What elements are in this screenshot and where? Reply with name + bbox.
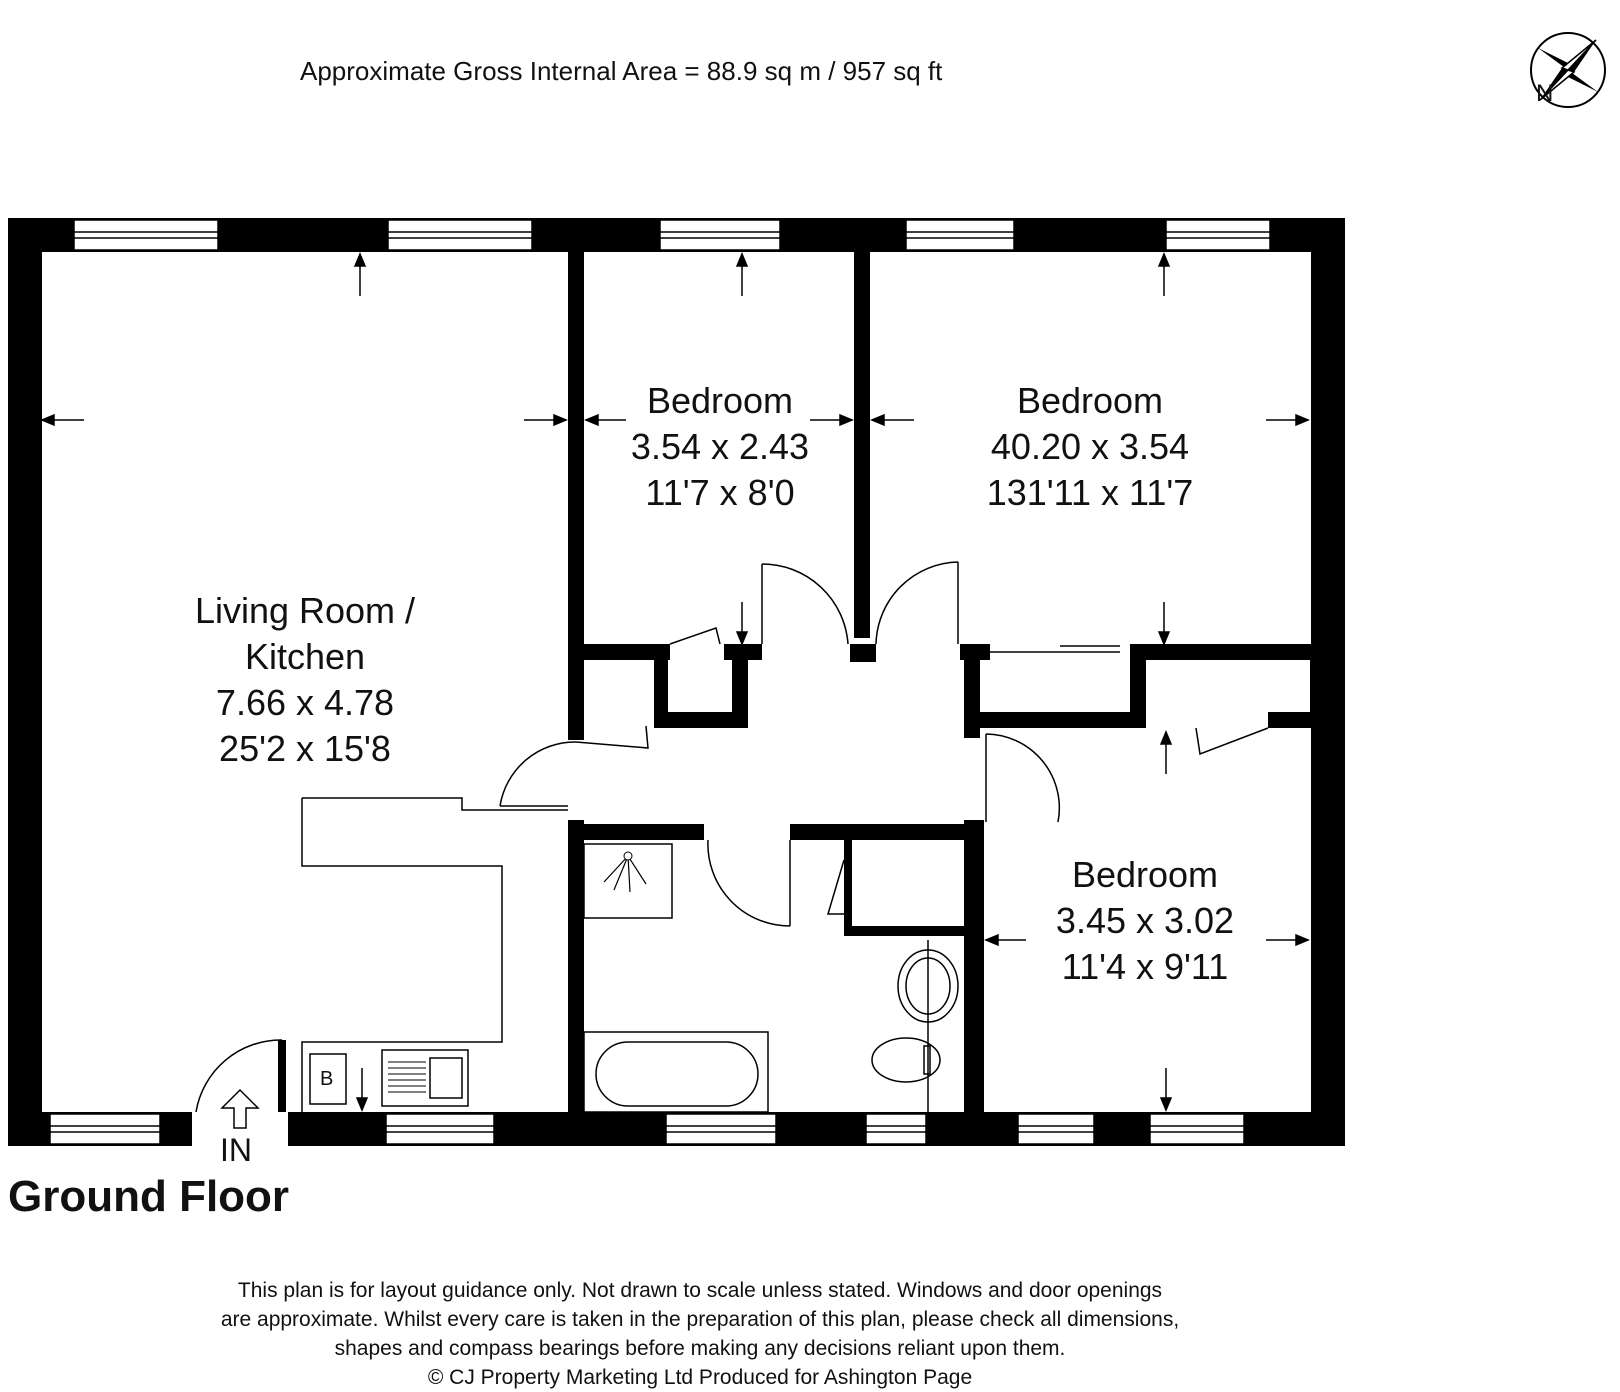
room-metric: 3.54 x 2.43 — [630, 426, 810, 467]
room-metric: 40.20 x 3.54 — [990, 426, 1190, 467]
room-imperial: 11'4 x 9'11 — [1061, 946, 1229, 987]
room-imperial: 131'11 x 11'7 — [986, 472, 1194, 513]
room-metric: 3.45 x 3.02 — [1055, 900, 1235, 941]
disclaimer-line: This plan is for layout guidance only. Not drawn to scale unless stated. Windows and door openings — [237, 1279, 1163, 1302]
room-living-kitchen — [140, 588, 470, 772]
room-bedroom-3 — [1020, 852, 1270, 990]
room-imperial: 25'2 x 15'8 — [219, 728, 391, 769]
copyright-line: © CJ Property Marketing Ltd Produced for Ashington Page — [427, 1366, 973, 1389]
room-name: Living Room / Kitchen — [194, 590, 416, 677]
kitchen-worktop — [302, 798, 568, 1112]
room-name: Bedroom — [646, 380, 794, 421]
room-imperial: 11'7 x 8'0 — [645, 472, 795, 513]
disclaimer-line: shapes and compass bearings before making any decisions reliant upon them. — [334, 1337, 1066, 1360]
room-metric: 7.66 x 4.78 — [215, 682, 395, 723]
entry-label: IN — [220, 1132, 252, 1168]
room-name: Bedroom — [1071, 854, 1219, 895]
disclaimer-line: are approximate. Whilst every care is taken in the preparation of this plan, please check all dimensions, — [220, 1308, 1180, 1331]
gross-internal-area: Approximate Gross Internal Area = 88.9 sq m / 957 sq ft — [300, 56, 943, 86]
room-bedroom-1 — [590, 378, 850, 516]
room-bedroom-2 — [950, 378, 1230, 516]
floor-title: Ground Floor — [8, 1172, 290, 1221]
compass-north-label: N — [1536, 80, 1554, 107]
bathroom-fixtures — [584, 844, 958, 1112]
room-name: Bedroom — [1016, 380, 1164, 421]
disclaimer — [110, 1276, 1290, 1392]
boiler-label: B — [320, 1068, 334, 1090]
